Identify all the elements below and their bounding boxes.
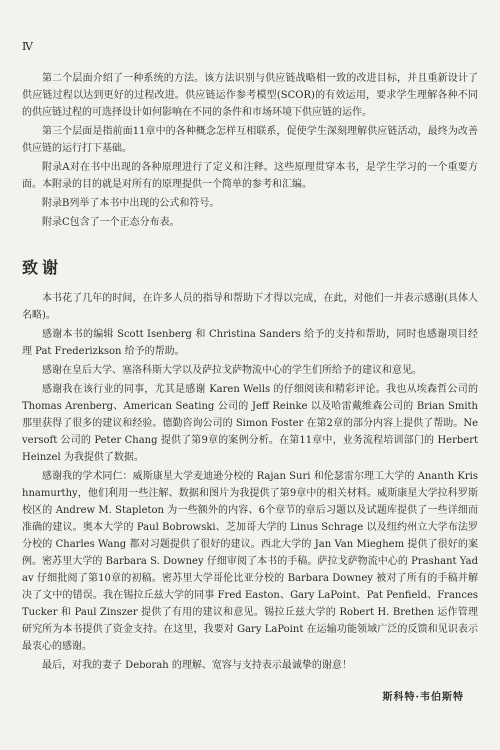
ack-paragraph: 感谢我在该行业的同事，尤其是感谢 Karen Wells 的仔细阅读和精彩评论。我也从埃森哲公司的 Thomas Arenberg、American Seating 公司的 Jeff Reinke 以及哈雷戴维森公司的 Brian Smith 那里获得了很多的建议和经验。德勤咨询公司的 Simon Foster 在第2章的部分内容上提供了帮助。Neversoft 公司的 Peter Chang 提供了第9章的案例分析。在第11章中，业务流程培训部门的 Herbert Heinzel 为我提供了数据。 [22,384,478,463]
page-content [22,70,478,703]
page-number: Ⅳ [22,40,34,53]
ack-paragraph: 感谢本书的编辑 Scott Isenberg 和 Christina Sanders 给予的支持和帮助，同时也感谢项目经理 Pat Frederizkson 给予的帮助。 [22,329,478,357]
appendix-c-paragraph: 附录C包含了一个正态分布表。 [42,217,180,228]
ack-paragraph: 本书花了几年的时间，在许多人员的指导和帮助下才得以完成，在此，对他们一并表示感谢(具体人名略)。 [22,293,478,321]
section-title-acknowledgements: 致谢 [22,258,63,277]
intro-paragraph: 第二个层面介绍了一种系统的方法。该方法识别与供应链战略相一致的改进目标，并且重新设计了供应链过程以达到更好的过程改进。供应链运作参考模型(SCOR)的有效运用，要求学生理解各种不同的供应链过程的可选择设计如何影响在不同的条件和市场环境下供应链的运作。 [22,73,478,118]
intro-paragraph: 第三个层面是指前面11章中的各种概念怎样互相联系，促使学生深刻理解供应链活动，最终为改善供应链的运行打下基础。 [22,126,478,154]
ack-paragraph: 感谢在皇后大学、塞洛科斯大学以及萨拉戈萨物流中心的学生们所给予的建议和意见。 [42,365,422,376]
ack-paragraph: 最后，对我的妻子 Deborah 的理解、宽容与支持表示最诚挚的谢意！ [42,660,352,671]
ack-paragraph: 感谢我的学术同仁：威斯康星大学麦迪逊分校的 Rajan Suri 和伦瑟雷尔理工大学的 Ananth Krishnamurthy，他们利用一些注解、数据和图片为我提供了第9章中的相关材料。威斯康星大学拉科罗斯校区的 Andrew M. Stapleton 为一些额外的内容、6个章节的章后习题以及试题库提供了一些详细而准确的建议。奥本大学的 Paul Bobrowski、芝加哥大学的 Linus Schrage 以及纽约州立大学布法罗分校的 Charles Wang 都对习题提供了很好的建议。西北大学的 Jan Van Mieghem 提供了很好的案例。密苏里大学的 Barbara S. Downey 仔细审阅了本书的手稿。萨拉戈萨物流中心的 Prashant Yadav 仔细批阅了第10章的初稿。密苏里大学哥伦比亚分校的 Barbara Downey 被对了所有的手稿并解决了文中的错误。我在锡拉丘兹大学的同事 Fred Easton、Gary LaPoint、Pat Penfield、Frances Tucker 和 Paul Zinszer 提供了有用的建议和意见。锡拉丘兹大学的 Robert H. Brethen 运作管理研究所为本书提供了资金支持。在这里，我要对 Gary LaPoint 在运输功能领域广泛的反馈和见识表示最衷心的感谢。 [22,471,478,652]
appendix-a-paragraph: 附录A对在书中出现的各种原理进行了定义和注释。这些原理贯穿本书，是学生学习的一个重要方面。本附录的目的就是对所有的原理提供一个简单的参考和汇编。 [22,162,478,190]
author-signature: 斯科特·韦伯斯特 [382,692,464,703]
appendix-b-paragraph: 附录B列举了本书中出现的公式和符号。 [42,198,220,209]
